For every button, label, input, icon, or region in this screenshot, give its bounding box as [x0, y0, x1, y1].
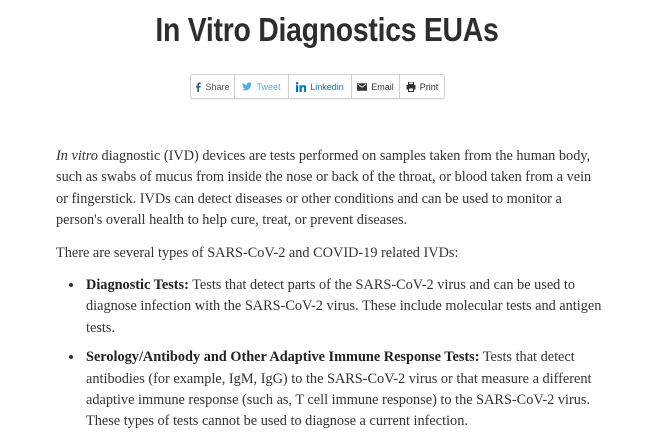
intro-text: diagnostic (IVD) devices are tests performed on samples taken from the human body, such as swabs of mucus from inside the nose or back of the throat, or blood taken from a vein or fingerstick. IVDs can detect diseases or other conditions and can be used to monitor a person's overall health to help cure, treat, or prevent diseases. — [56, 148, 592, 229]
intro-italic-lead: In vitro — [56, 148, 98, 164]
twitter-icon — [242, 82, 252, 91]
email-icon — [357, 83, 367, 91]
share-linkedin-button[interactable] — [289, 75, 352, 98]
share-facebook-button[interactable] — [191, 75, 235, 98]
facebook-icon — [195, 82, 201, 92]
list-item — [84, 275, 604, 339]
share-email-label: Email — [371, 81, 394, 92]
share-email-button[interactable] — [352, 75, 400, 98]
article-body — [56, 146, 604, 441]
share-linkedin-label: Linkedin — [310, 81, 344, 92]
print-button[interactable] — [400, 75, 444, 98]
list-item-description: Tests that detect parts of the SARS-CoV-2 virus and can be used to diagnose infection with the SARS-CoV-2 virus. These include molecular tests and antigen tests. — [86, 277, 602, 336]
list-item-term: Diagnostic Tests: — [86, 277, 189, 294]
linkedin-icon — [296, 82, 306, 92]
print-icon — [406, 82, 416, 92]
list-item — [84, 347, 604, 433]
share-twitter-button[interactable] — [235, 75, 289, 98]
share-twitter-label: Tweet — [256, 81, 281, 92]
share-facebook-label: Share — [205, 81, 230, 92]
test-types-list — [56, 275, 604, 433]
share-toolbar — [190, 74, 445, 99]
types-intro-paragraph: There are several types of SARS-CoV-2 and COVID-19 related IVDs: — [56, 244, 459, 261]
intro-paragraph — [56, 146, 604, 232]
list-item-description: Tests that detect antibodies (for example, IgM, IgG) to the SARS-CoV-2 virus or that measure a different adaptive immune response (such as, T cell immune response) to the SARS-CoV-2 virus. These types of tests cannot be used to diagnose a current infection. — [86, 349, 592, 430]
list-item-term: Serology/Antibody and Other Adaptive Immune Response Tests: — [86, 349, 480, 366]
page-title: In Vitro Diagnostics EUAs — [155, 11, 499, 48]
print-label: Print — [419, 81, 439, 92]
